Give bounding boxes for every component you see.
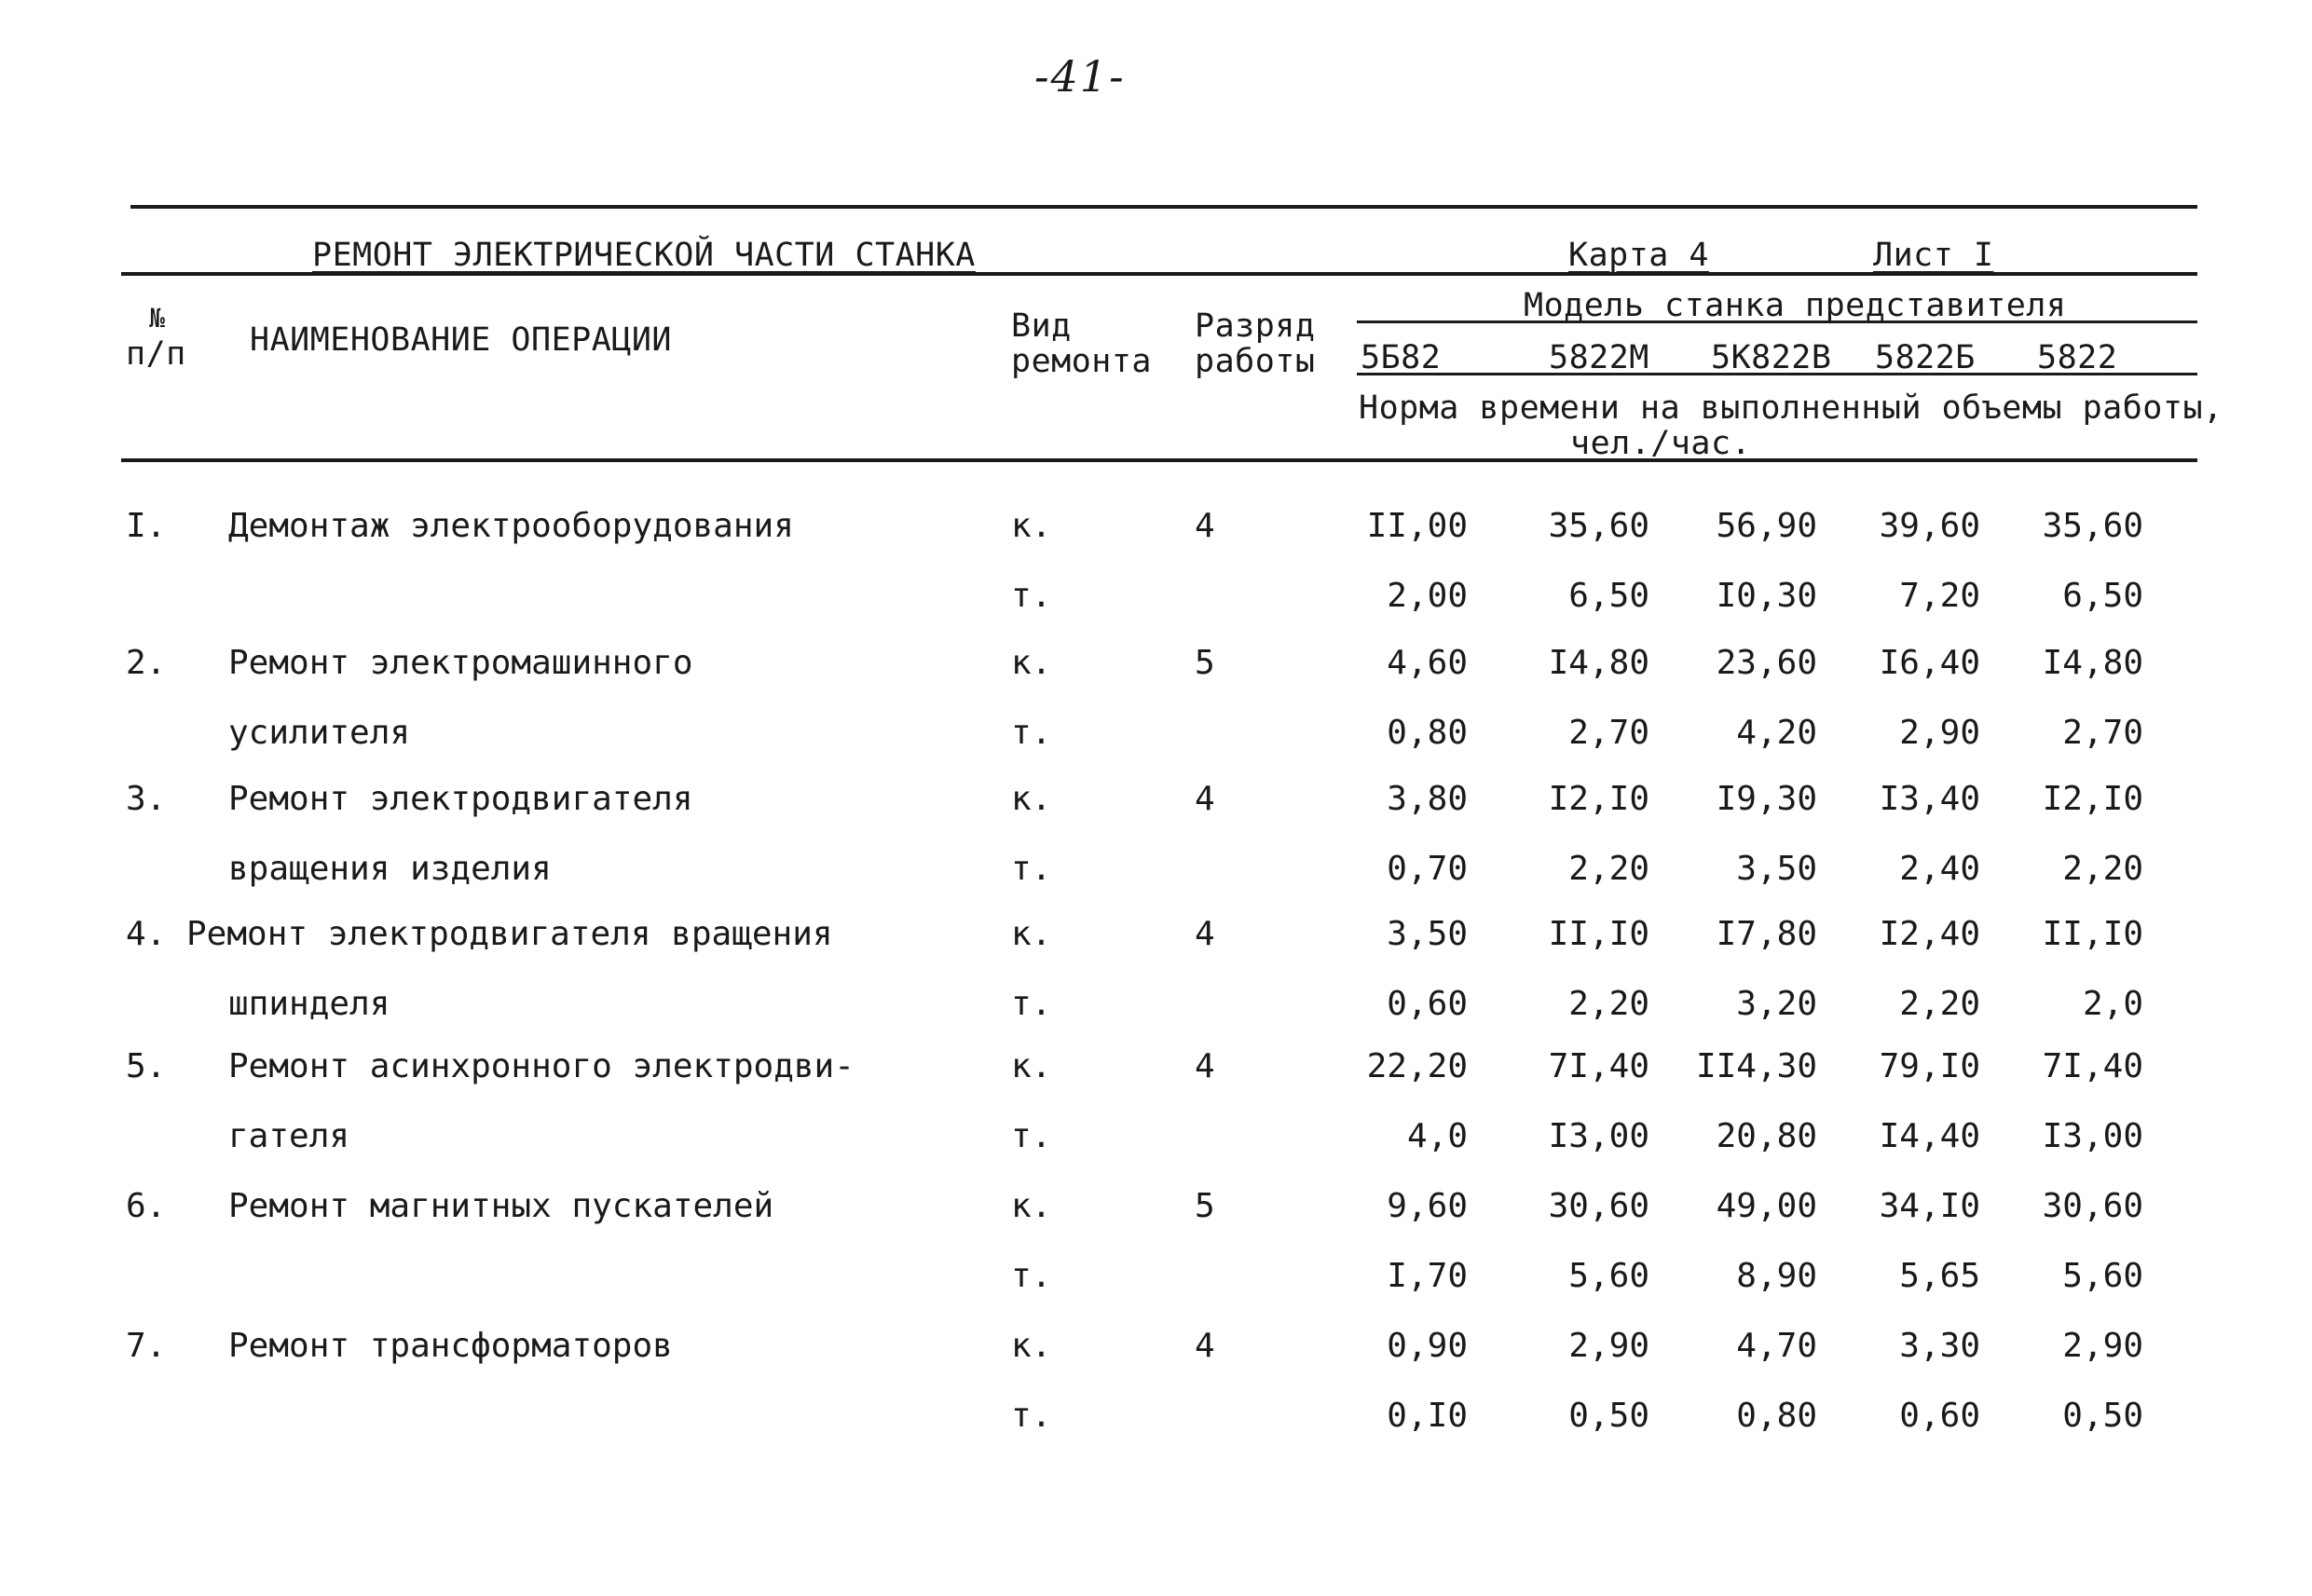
repair-kind: к. [1011, 1047, 1052, 1085]
norm-value-k: 3,50 [1387, 915, 1468, 953]
work-grade: 5 [1195, 644, 1215, 682]
work-grade: 4 [1195, 780, 1215, 818]
work-grade: 4 [1195, 1327, 1215, 1365]
card-label: Карта 4 [1568, 237, 1710, 274]
norm-value-t: 2,20 [2062, 850, 2143, 888]
operation-name-cont: усилителя [228, 714, 411, 752]
norm-value-k: 22,20 [1366, 1047, 1468, 1085]
repair-kind: к. [1011, 780, 1052, 818]
norm-value-k: II,I0 [1548, 915, 1649, 953]
header-bottom-rule [121, 458, 2197, 462]
norm-value-t: 0,I0 [1387, 1397, 1468, 1435]
norm-value-k: 30,60 [2042, 1187, 2143, 1225]
norm-value-k: I4,80 [2042, 644, 2143, 682]
sheet-label: Лист I [1873, 237, 1994, 274]
model-code: 5К822В [1711, 339, 1832, 376]
operation-name-cont: вращения изделия [228, 850, 552, 888]
norm-value-t: I4,40 [1879, 1117, 1980, 1155]
repair-kind: т. [1011, 1257, 1052, 1295]
norm-value-k: I9,30 [1716, 780, 1817, 818]
norm-value-t: 0,70 [1387, 850, 1468, 888]
norm-value-k: 79,I0 [1879, 1047, 1980, 1085]
norm-value-k: II,I0 [2042, 915, 2143, 953]
model-code: 5822Б [1875, 339, 1976, 376]
norm-value-t: 0,80 [1387, 714, 1468, 752]
norm-value-k: I2,40 [1879, 915, 1980, 953]
top-rule [130, 205, 2197, 209]
norm-value-t: 6,50 [2062, 577, 2143, 615]
norm-value-t: 2,20 [1899, 985, 1980, 1023]
col-grade-header-line2: работы [1195, 343, 1316, 380]
work-grade: 4 [1195, 1047, 1215, 1085]
repair-kind: т. [1011, 577, 1052, 615]
row-number: 3. [126, 780, 167, 818]
repair-kind: к. [1011, 507, 1052, 545]
model-code: 5Б82 [1361, 339, 1442, 376]
row-number: 4. [126, 915, 167, 953]
norm-value-k: I7,80 [1716, 915, 1817, 953]
col-no-header-line1: № [149, 303, 166, 334]
repair-kind: т. [1011, 850, 1052, 888]
repair-kind: к. [1011, 915, 1052, 953]
norm-value-k: 23,60 [1716, 644, 1817, 682]
work-grade: 5 [1195, 1187, 1215, 1225]
row-number: I. [126, 507, 167, 545]
norm-value-k: 2,90 [2062, 1327, 2143, 1365]
norm-value-k: 3,30 [1899, 1327, 1980, 1365]
norm-value-k: I4,80 [1548, 644, 1649, 682]
operation-name: Демонтаж электрооборудования [228, 507, 794, 545]
norm-value-k: 4,70 [1736, 1327, 1817, 1365]
norm-value-k: 4,60 [1387, 644, 1468, 682]
norm-value-t: 4,0 [1406, 1117, 1468, 1155]
norm-value-t: 4,20 [1736, 714, 1817, 752]
norm-value-k: 34,I0 [1879, 1187, 1980, 1225]
norm-value-t: 5,65 [1899, 1257, 1980, 1295]
norm-value-k: 39,60 [1879, 507, 1980, 545]
norm-value-t: 5,60 [2062, 1257, 2143, 1295]
norm-value-k: 49,00 [1716, 1187, 1817, 1225]
norm-value-t: 20,80 [1716, 1117, 1817, 1155]
repair-kind: к. [1011, 1187, 1052, 1225]
row-number: 2. [126, 644, 167, 682]
norm-value-t: 2,00 [1387, 577, 1468, 615]
model-code: 5822 [2037, 339, 2118, 376]
norm-value-k: 35,60 [1548, 507, 1649, 545]
col-grade-header-line1: Разряд [1195, 307, 1316, 345]
norm-value-k: I3,40 [1879, 780, 1980, 818]
norm-value-k: 9,60 [1387, 1187, 1468, 1225]
work-grade: 4 [1195, 507, 1215, 545]
norm-label-line2: чел./час. [1570, 425, 1752, 462]
norm-value-k: II4,30 [1695, 1047, 1817, 1085]
row-number: 6. [126, 1187, 167, 1225]
repair-kind: т. [1011, 1397, 1052, 1435]
norm-value-t: 2,70 [1568, 714, 1649, 752]
operation-name: Ремонт трансформаторов [228, 1327, 673, 1365]
norm-value-t: 3,20 [1736, 985, 1817, 1023]
norm-value-t: 2,70 [2062, 714, 2143, 752]
norm-value-k: 35,60 [2042, 507, 2143, 545]
repair-kind: т. [1011, 985, 1052, 1023]
col-repair-header-line1: Вид [1011, 307, 1072, 345]
norm-value-t: 0,60 [1387, 985, 1468, 1023]
norm-value-t: 6,50 [1568, 577, 1649, 615]
norm-value-t: I3,00 [1548, 1117, 1649, 1155]
norm-label-line1: Норма времени на выполненный объемы работы, [1359, 389, 2223, 427]
operation-name: Ремонт электродвигателя вращения [186, 915, 833, 953]
norm-value-t: 2,40 [1899, 850, 1980, 888]
norm-value-t: 0,50 [2062, 1397, 2143, 1435]
norm-value-t: 0,50 [1568, 1397, 1649, 1435]
norm-value-t: 8,90 [1736, 1257, 1817, 1295]
norm-value-t: 2,90 [1899, 714, 1980, 752]
norm-value-k: 7I,40 [1548, 1047, 1649, 1085]
norm-value-t: 2,0 [2082, 985, 2143, 1023]
operation-name: Ремонт асинхронного электродви- [228, 1047, 855, 1085]
row-number: 5. [126, 1047, 167, 1085]
norm-value-t: 0,80 [1736, 1397, 1817, 1435]
norm-value-k: 2,90 [1568, 1327, 1649, 1365]
operation-name: Ремонт магнитных пускателей [228, 1187, 774, 1225]
operation-name: Ремонт электродвигателя [228, 780, 693, 818]
norm-value-t: 2,20 [1568, 850, 1649, 888]
norm-value-k: 7I,40 [2042, 1047, 2143, 1085]
table-title: РЕМОНТ ЭЛЕКТРИЧЕСКОЙ ЧАСТИ СТАНКА [312, 237, 976, 274]
norm-value-t: 7,20 [1899, 577, 1980, 615]
models-title: Модель станка представителя [1524, 287, 2067, 324]
norm-value-t: I,70 [1387, 1257, 1468, 1295]
norm-value-t: 3,50 [1736, 850, 1817, 888]
norm-value-k: I2,I0 [1548, 780, 1649, 818]
norm-value-t: 5,60 [1568, 1257, 1649, 1295]
repair-kind: т. [1011, 1117, 1052, 1155]
norm-value-k: 0,90 [1387, 1327, 1468, 1365]
norm-value-k: 56,90 [1716, 507, 1817, 545]
col-repair-header-line2: ремонта [1011, 343, 1153, 380]
repair-kind: т. [1011, 714, 1052, 752]
operation-name-cont: шпинделя [228, 985, 390, 1023]
norm-value-t: I0,30 [1716, 577, 1817, 615]
norm-value-k: II,00 [1366, 507, 1468, 545]
repair-kind: к. [1011, 644, 1052, 682]
work-grade: 4 [1195, 915, 1215, 953]
norm-value-k: I2,I0 [2042, 780, 2143, 818]
row-number: 7. [126, 1327, 167, 1365]
norm-value-t: 2,20 [1568, 985, 1649, 1023]
norm-value-t: 0,60 [1899, 1397, 1980, 1435]
page-number: -41- [1034, 51, 1126, 102]
norm-value-t: I3,00 [2042, 1117, 2143, 1155]
norm-value-k: 30,60 [1548, 1187, 1649, 1225]
model-code: 5822М [1549, 339, 1649, 376]
col-operation-header: НАИМЕНОВАНИЕ ОПЕРАЦИИ [250, 321, 673, 359]
col-no-header-line2: п/п [126, 335, 186, 373]
norm-value-k: I6,40 [1879, 644, 1980, 682]
operation-name-cont: гателя [228, 1117, 350, 1155]
norm-value-k: 3,80 [1387, 780, 1468, 818]
operation-name: Ремонт электромашинного [228, 644, 693, 682]
repair-kind: к. [1011, 1327, 1052, 1365]
